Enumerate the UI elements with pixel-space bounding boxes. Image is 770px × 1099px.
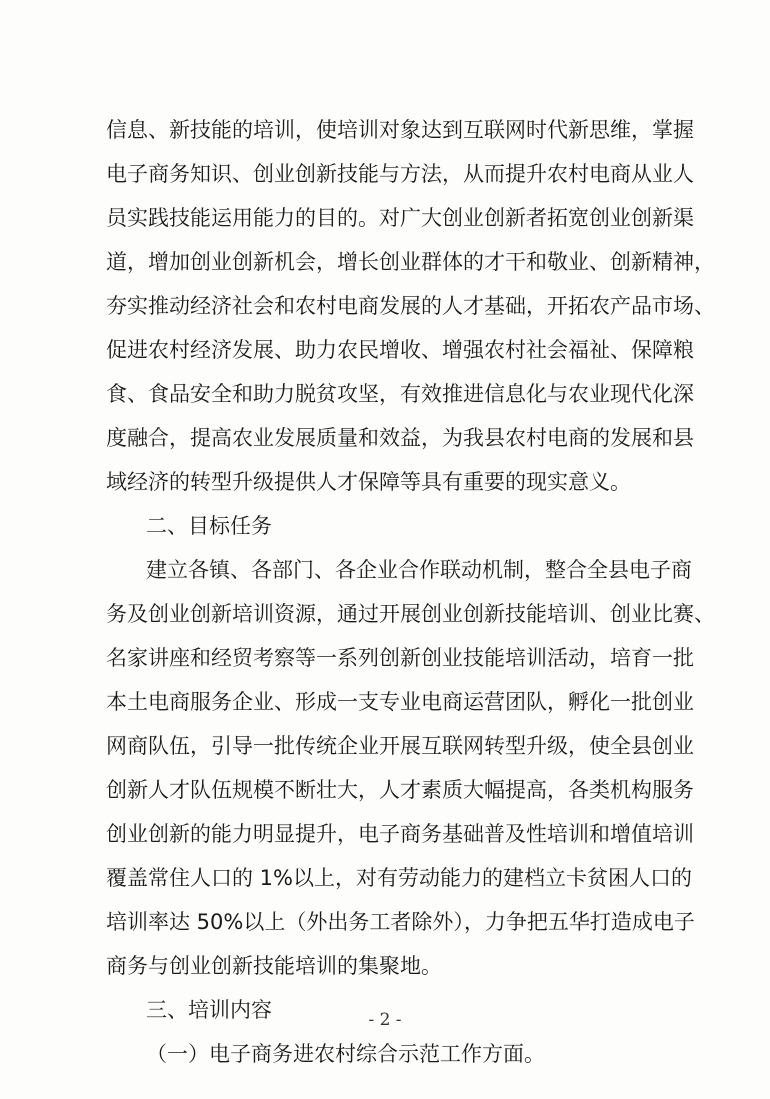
body-line: 促进农村经济发展、助力农民增收、增强农村社会福祉、保障粮 bbox=[106, 338, 694, 362]
section-heading-training: 三、培训内容 bbox=[146, 998, 272, 1022]
body-line: 创业创新的能力明显提升，电子商务基础普及性培训和增值培训 bbox=[106, 822, 694, 846]
body-line: 食、食品安全和助力脱贫攻坚，有效推进信息化与农业现代化深 bbox=[106, 382, 694, 406]
body-line: 覆盖常住人口的 1%以上，对有劳动能力的建档立卡贫困人口的 bbox=[106, 866, 692, 890]
body-line: 商务与创业创新技能培训的集聚地。 bbox=[106, 954, 442, 978]
page-number: - 2 - bbox=[368, 1010, 402, 1030]
body-line: 务及创业创新培训资源，通过开展创业创新技能培训、创业比赛、 bbox=[106, 602, 715, 626]
body-line: 夯实推动经济社会和农村电商发展的人才基础，开拓农产品市场、 bbox=[106, 294, 715, 318]
body-line: 名家讲座和经贸考察等一系列创新创业技能培训活动，培育一批 bbox=[106, 646, 694, 670]
body-line: 创新人才队伍规模不断壮大，人才素质大幅提高，各类机构服务 bbox=[106, 778, 694, 802]
body-line: 域经济的转型升级提供人才保障等具有重要的现实意义。 bbox=[106, 470, 631, 494]
body-line: 网商队伍，引导一批传统企业开展互联网转型升级，使全县创业 bbox=[106, 734, 694, 758]
document-body bbox=[106, 108, 715, 1076]
section-heading-goals: 二、目标任务 bbox=[146, 514, 272, 538]
body-line: 培训率达 50%以上（外出务工者除外），力争把五华打造成电子 bbox=[106, 910, 695, 934]
body-line: 建立各镇、各部门、各企业合作联动机制，整合全县电子商 bbox=[146, 558, 692, 582]
body-line: 道，增加创业创新机会，增长创业群体的才干和敬业、创新精神， bbox=[106, 250, 715, 274]
body-line: 度融合，提高农业发展质量和效益，为我县农村电商的发展和县 bbox=[106, 426, 694, 450]
body-line: 电子商务知识、创业创新技能与方法，从而提升农村电商从业人 bbox=[106, 162, 694, 186]
subsection-heading: （一）电子商务进农村综合示范工作方面。 bbox=[146, 1042, 545, 1066]
body-line: 员实践技能运用能力的目的。对广大创业创新者拓宽创业创新渠 bbox=[106, 206, 694, 230]
body-line: 信息、新技能的培训，使培训对象达到互联网时代新思维，掌握 bbox=[106, 118, 694, 142]
body-line: 本土电商服务企业、形成一支专业电商运营团队，孵化一批创业 bbox=[106, 690, 694, 714]
